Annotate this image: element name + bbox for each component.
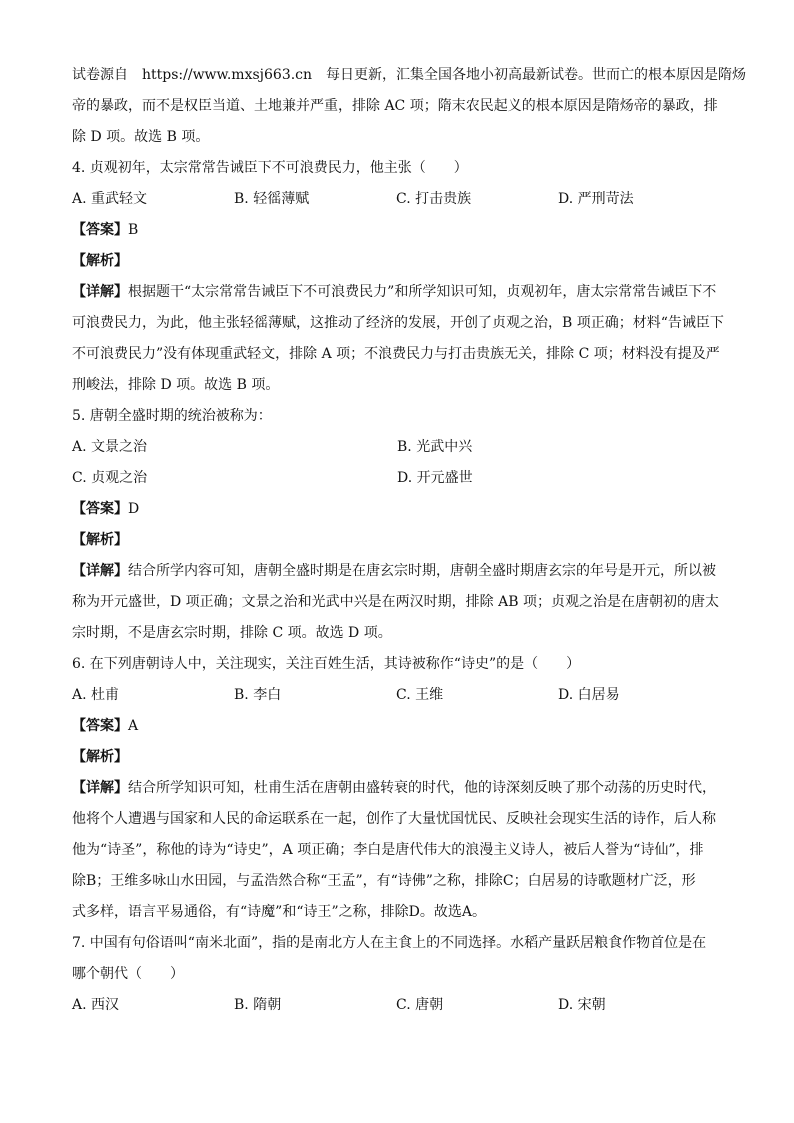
answer-tag: 【答案】 [72, 501, 128, 517]
source-tagline: 每日更新，汇集全国各地小初高最新试卷。 [326, 67, 593, 83]
option-c: C. 王维 [396, 687, 444, 703]
answer-tag: 【答案】 [72, 718, 128, 734]
option-a: A. 重武轻文 [72, 191, 148, 207]
answer-value: D [128, 501, 140, 517]
question-6 [72, 653, 724, 932]
analysis-tag: 【解析】 [72, 749, 128, 765]
source-url-link[interactable]: https://www.mxsj663.cn [142, 67, 313, 83]
question-7 [72, 932, 724, 1025]
option-a: A. 西汉 [72, 997, 120, 1013]
question-stem: 7. 中国有句俗语叫“南米北面”，指的是南北方人在主食上的不同选择。水稻产量跃居粮食作物首位是在 [72, 935, 707, 951]
option-d: D. 宋朝 [558, 997, 606, 1013]
detail-line [72, 281, 724, 312]
detail-text: 结合所学内容可知，唐朝全盛时期是在唐玄宗时期，唐朝全盛时期唐玄宗的年号是开元，所以被 [128, 563, 716, 579]
option-b: B. 光武中兴 [397, 439, 473, 455]
detail-line: 除B；王维多咏山水田园，与孟浩然合称“王孟”，有“诗佛”之称，排除C；白居易的诗歌题材广泛，形 [72, 873, 696, 889]
option-a: A. 杜甫 [72, 687, 120, 703]
answer-value: A [128, 718, 139, 734]
option-c: C. 打击贵族 [396, 191, 472, 207]
option-a: A. 文景之治 [72, 439, 148, 455]
detail-line [72, 560, 724, 591]
question-stem: 4. 贞观初年，太宗常常告诫臣下不可浪费民力，他主张（ ） [72, 160, 468, 176]
carryover-line: 除 D 项。故选 B 项。 [72, 129, 210, 145]
option-b: B. 轻徭薄赋 [234, 191, 310, 207]
detail-line: 式多样，语言平易通俗，有“诗魔”和“诗王”之称，排除D。故选A。 [72, 904, 486, 920]
options-row [72, 994, 724, 1025]
page-content [72, 64, 747, 1025]
detail-tag: 【详解】 [72, 780, 128, 796]
answer-tag: 【答案】 [72, 222, 128, 238]
question-stem: 5. 唐朝全盛时期的统治被称为： [72, 408, 272, 424]
detail-line: 他将个人遭遇与国家和人民的命运联系在一起，创作了大量忧国忧民、反映社会现实生活的诗作，后人称 [72, 811, 716, 827]
detail-text: 结合所学知识可知，杜甫生活在唐朝由盛转衰的时代，他的诗深刻反映了那个动荡的历史时代， [128, 780, 716, 796]
option-b: B. 李白 [234, 687, 282, 703]
answer-line [72, 715, 724, 746]
detail-tag: 【详解】 [72, 284, 128, 300]
option-c: C. 唐朝 [396, 997, 444, 1013]
question-4 [72, 157, 724, 405]
option-c: C. 贞观之治 [72, 470, 148, 486]
detail-line: 刑峻法，排除 D 项。故选 B 项。 [72, 377, 280, 393]
option-d: D. 开元盛世 [397, 470, 473, 486]
detail-line: 他为“诗圣”，称他的诗为“诗史”，A 项正确；李白是唐代伟大的浪漫主义诗人，被后人誉为“诗仙”，排 [72, 842, 704, 858]
answer-line [72, 219, 724, 250]
analysis-tag: 【解析】 [72, 532, 128, 548]
options-row [72, 684, 724, 715]
analysis-tag: 【解析】 [72, 253, 128, 269]
header-line [72, 64, 747, 95]
detail-line: 不可浪费民力”没有体现重武轻文，排除 A 项；不浪费民力与打击贵族无关，排除 C 项；材料没有提及严 [72, 346, 720, 362]
source-label: 试卷源自 [72, 67, 128, 83]
detail-line [72, 777, 724, 808]
options-row [72, 467, 724, 498]
question-5 [72, 405, 724, 653]
option-d: D. 白居易 [558, 687, 620, 703]
detail-line: 称为开元盛世，D 项正确；文景之治和光武中兴是在两汉时期，排除 AB 项；贞观之治是在唐朝初的唐太 [72, 594, 719, 610]
option-b: B. 隋朝 [234, 997, 282, 1013]
detail-line: 可浪费民力，为此，他主张轻徭薄赋，这推动了经济的发展，开创了贞观之治，B 项正确；材料“告诫臣下 [72, 315, 724, 331]
detail-tag: 【详解】 [72, 563, 128, 579]
detail-line: 宗时期，不是唐玄宗时期，排除 C 项。故选 D 项。 [72, 625, 392, 641]
question-stem: 哪个朝代（ ） [72, 966, 184, 982]
options-row [72, 188, 724, 219]
detail-text: 根据题干“太宗常常告诫臣下不可浪费民力”和所学知识可知，贞观初年，唐太宗常常告诫臣下不 [128, 284, 717, 300]
option-d: D. 严刑苛法 [558, 191, 634, 207]
question-stem: 6. 在下列唐朝诗人中，关注现实，关注百姓生活，其诗被称作“诗史”的是（ ） [72, 656, 581, 672]
answer-value: B [128, 222, 139, 238]
carryover-line: 帝的暴政，而不是权臣当道、土地兼并严重，排除 AC 项；隋末农民起义的根本原因是隋炀帝的暴政，排 [72, 98, 718, 114]
carryover-text: 世而亡的根本原因是隋炀 [592, 67, 747, 83]
options-row [72, 436, 724, 467]
answer-line [72, 498, 724, 529]
